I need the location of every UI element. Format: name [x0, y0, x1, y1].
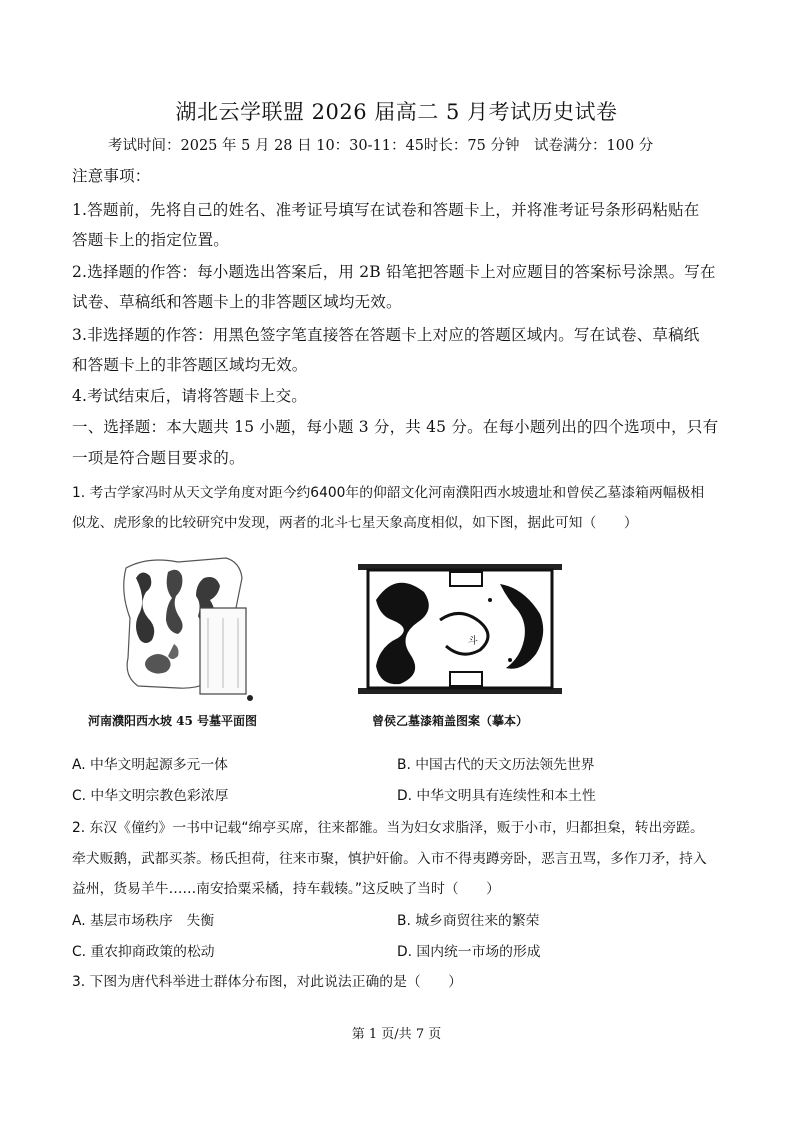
section-heading: 一项是符合题目要求的。 — [72, 449, 245, 467]
section-heading: 一、选择题：本大题共 15 小题，每小题 3 分，共 45 分。在每小题列出的四个选项中，只有 — [72, 418, 719, 436]
q2-option-b[interactable]: B. 城乡商贸往来的繁荣 — [397, 913, 540, 929]
notice-heading: 注意事项： — [72, 167, 151, 185]
lacquer-box-figure — [350, 560, 570, 698]
notice-line: 答题卡上的指定位置。 — [72, 231, 230, 249]
notice-line: 3.非选择题的作答：用黑色签字笔直接答在答题卡上对应的答题区域内。写在试卷、草稿纸 — [72, 326, 700, 344]
question-2-stem: 益州，货易羊牛……南安拾粟采橘，持车载辏。”这反映了当时（ ） — [72, 881, 500, 897]
notice-line: 1.答题前，先将自己的姓名、准考证号填写在试卷和答题卡上，并将准考证号条形码粘贴在 — [72, 201, 700, 219]
q2-option-c[interactable]: C. 重农抑商政策的松动 — [72, 944, 215, 960]
notice-line: 和答题卡上的非答题区域均无效。 — [72, 356, 308, 374]
question-1-stem: 似龙、虎形象的比较研究中发现，两者的北斗七星天象高度相似，如下图，据此可知（ ） — [72, 515, 638, 531]
notice-line: 2.选择题的作答：每小题选出答案后，用 2B 铅笔把答题卡上对应题目的答案标号涂黑。写在 — [72, 263, 716, 281]
lacquer-box-drawing — [350, 560, 570, 698]
burial-plan-figure — [108, 548, 268, 703]
exam-title: 湖北云学联盟 2026 届高二 5 月考试历史试卷 — [175, 100, 618, 124]
q1-option-d[interactable]: D. 中华文明具有连续性和本土性 — [397, 788, 596, 804]
question-2-stem: 2. 东汉《僮约》一书中记载“绵亭买席，往来都雒。当为妇女求脂泽，贩于小市，归都担枲，转出旁蹉。 — [72, 820, 704, 836]
q2-option-a[interactable]: A. 基层市场秩序 失衡 — [72, 913, 215, 929]
page-footer: 第 1 页/共 7 页 — [351, 1027, 442, 1042]
burial-plan-drawing — [108, 548, 268, 703]
q1-option-b[interactable]: B. 中国古代的天文历法领先世界 — [397, 757, 595, 773]
q1-option-c[interactable]: C. 中华文明宗教色彩浓厚 — [72, 788, 229, 804]
exam-info: 考试时间：2025 年 5 月 28 日 10：30-11：45时长：75 分钟 试卷满分：100 分 — [108, 138, 654, 154]
q1-option-a[interactable]: A. 中华文明起源多元一体 — [72, 757, 228, 773]
lacquer-box-caption: 曾侯乙墓漆箱盖图案（摹本） — [372, 714, 529, 728]
notice-line: 4.考试结束后，请将答题卡上交。 — [72, 387, 307, 405]
burial-plan-caption: 河南濮阳西水坡 45 号墓平面图 — [88, 714, 258, 728]
question-2-stem: 牵犬贩鹅，武都买荼。杨氏担荷，往来市聚，慎护奸偷。入市不得夷蹲旁卧，恶言丑骂，多作刀矛，持入 — [72, 851, 707, 867]
question-3-stem: 3. 下图为唐代科举进士群体分布图，对此说法正确的是（ ） — [72, 974, 463, 990]
svg-text:斗: 斗 — [468, 636, 478, 647]
question-1-stem: 1. 考古学家冯时从天文学角度对距今约6400年的仰韶文化河南濮阳西水坡遗址和曾侯乙墓漆箱两幅极相 — [72, 485, 705, 501]
q2-option-d[interactable]: D. 国内统一市场的形成 — [397, 944, 541, 960]
notice-line: 试卷、草稿纸和答题卡上的非答题区域均无效。 — [72, 293, 402, 311]
